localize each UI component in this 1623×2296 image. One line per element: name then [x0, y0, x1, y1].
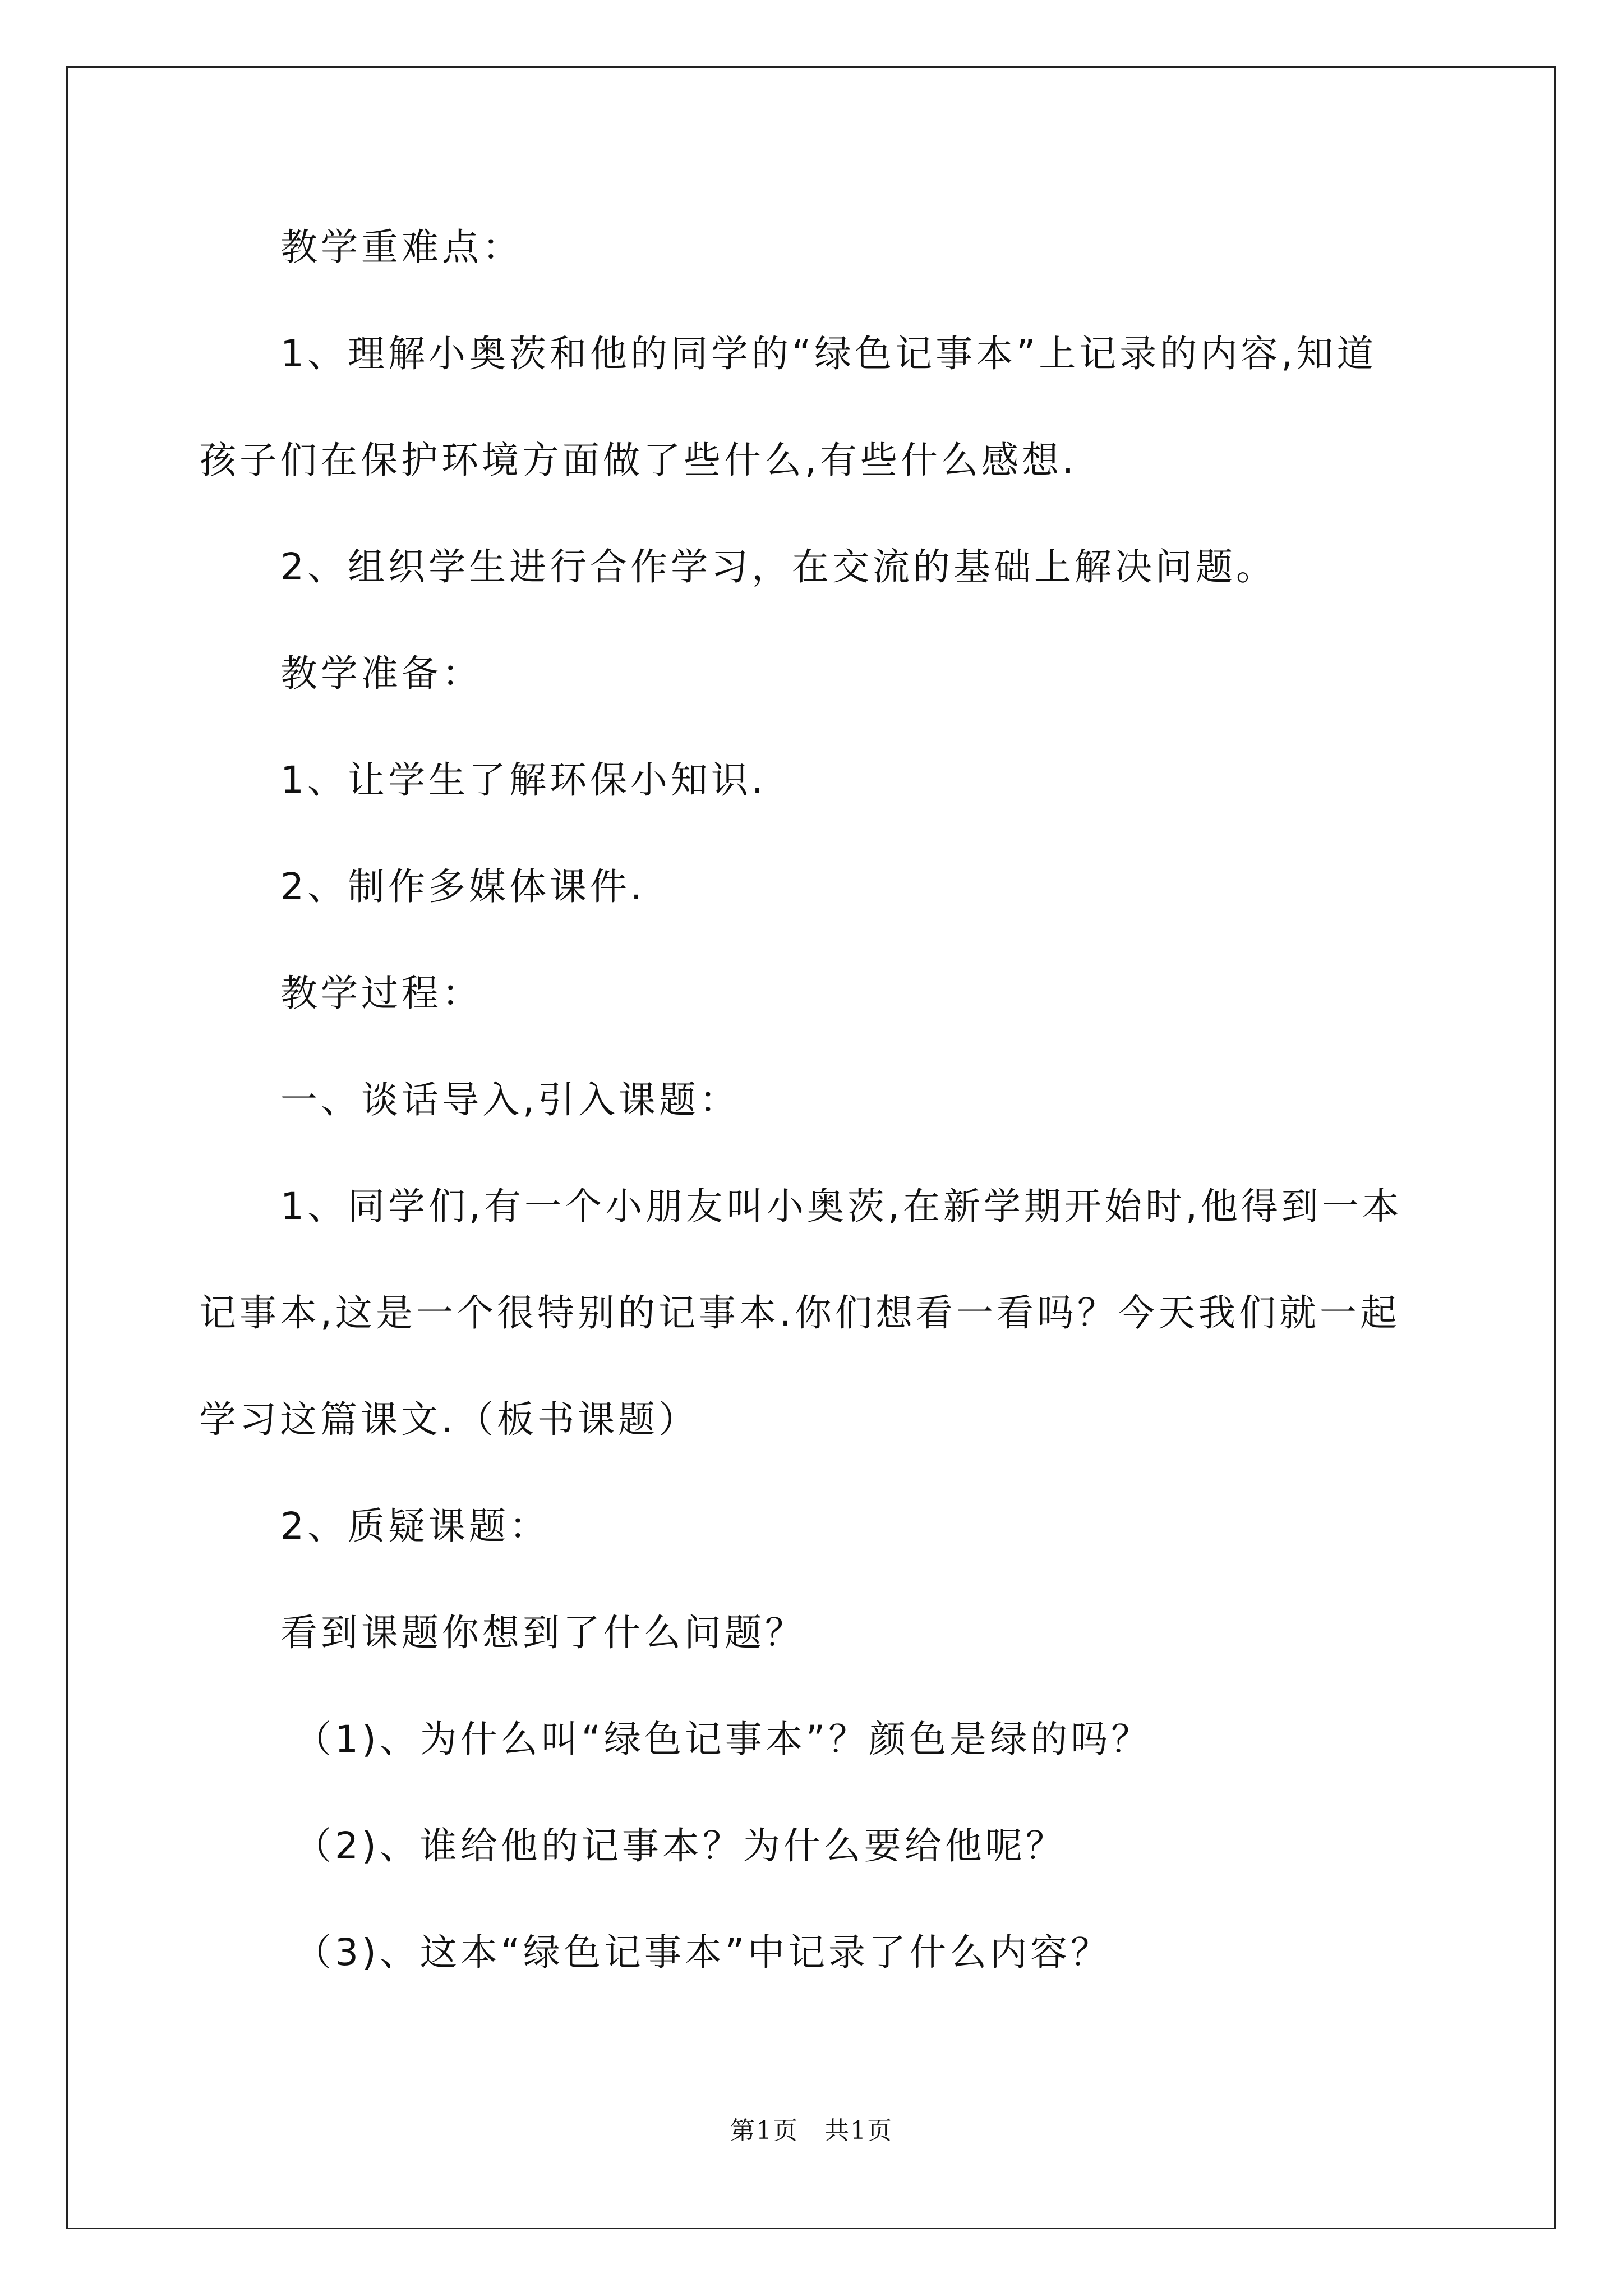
paragraph-4: 2、制作多媒体课件. [280, 865, 645, 908]
paragraph-7: 看到课题你想到了什么问题？ [280, 1611, 805, 1654]
question-3: （3)、这本“绿色记事本”中记录了什么内容？ [294, 1931, 1112, 1974]
page-border [66, 66, 1556, 2229]
paragraph-3: 1、让学生了解环保小知识. [280, 758, 767, 802]
page-number: 第1页 共1页 [730, 2116, 893, 2145]
heading-preparation: 教学准备： [280, 652, 482, 695]
paragraph-1: 1、理解小奥茨和他的同学的“绿色记事本”上记录的内容,知道 [280, 332, 1377, 375]
paragraph-1-continued: 孩子们在保护环境方面做了些什么,有些什么感想. [199, 439, 1077, 482]
paragraph-5: 1、同学们,有一个小朋友叫小奥茨,在新学期开始时,他得到一本 [280, 1185, 1403, 1228]
paragraph-5-continued-2: 学习这篇课文.（板书课题） [199, 1398, 699, 1441]
question-1: （1)、为什么叫“绿色记事本”？颜色是绿的吗？ [294, 1718, 1152, 1761]
heading-process: 教学过程： [280, 972, 482, 1015]
heading-key-points: 教学重难点： [280, 226, 523, 269]
paragraph-5-continued-1: 记事本,这是一个很特别的记事本.你们想看一看吗？今天我们就一起 [199, 1291, 1400, 1335]
question-2: （2)、谁给他的记事本？为什么要给他呢？ [294, 1824, 1066, 1867]
paragraph-6: 2、质疑课题： [280, 1504, 550, 1548]
section-heading-1: 一、谈话导入,引入课题： [280, 1078, 740, 1121]
paragraph-2: 2、组织学生进行合作学习，在交流的基础上解决问题。 [280, 545, 1276, 588]
